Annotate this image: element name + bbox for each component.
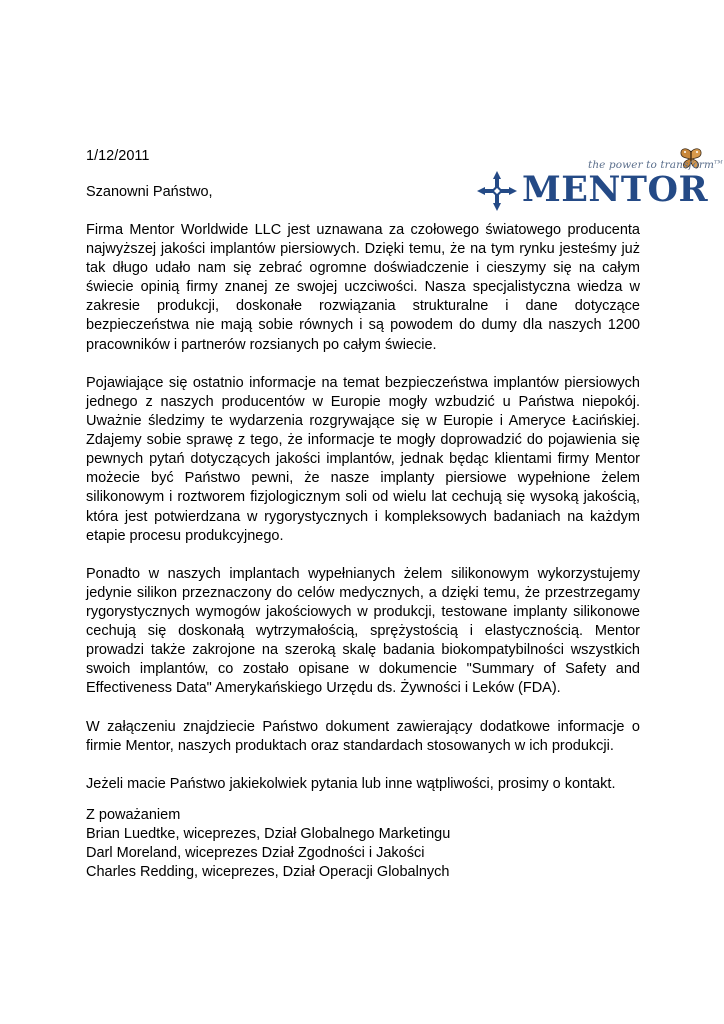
closing-phrase: Z poważaniem (86, 807, 181, 823)
closing-block (86, 806, 450, 882)
letter-date: 1/12/2011 (86, 148, 150, 164)
cross-emblem-icon (476, 170, 518, 212)
paragraph: Ponadto w naszych implantach wypełnianych żelem silikonowym wykorzystujemy jedynie silikon przeznaczony do celów medycznych, a dzięki temu, że przestrzegamy rygorystycznych wymogów jakościowych w produkcji, testowane implanty silikonowe cechują się doskonałą wytrzymałością, sprężystością i elastycznością. Mentor prowadzi także zakrojone na szeroką skalę badania biokompatybilności wszystkich swoich implantów, co zostało opisane w dokumencie "Summary of Safety and Effectiveness Data" Amerykańskiego Urzędu ds. Żywności i Leków (FDA). (86, 565, 640, 697)
logo-wordmark: MENTOR (522, 169, 709, 210)
signatory: Darl Moreland, wiceprezes Dział Zgodności i Jakości (86, 845, 425, 862)
signatory: Charles Redding, wiceprezes, Dział Operacji Globalnych (86, 864, 450, 881)
mentor-logo (470, 146, 723, 212)
logo-tagline: the power to transform™ (588, 159, 723, 171)
paragraph: W załączeniu znajdziecie Państwo dokument zawierający dodatkowe informacje o firmie Mentor, naszych produktach oraz standardach stosowanych w ich produkcji. (86, 718, 640, 754)
letter-body (86, 221, 640, 813)
salutation: Szanowni Państwo, (86, 184, 213, 200)
signatory: Brian Luedtke, wiceprezes, Dział Globalnego Marketingu (86, 826, 451, 843)
paragraph: Jeżeli macie Państwo jakiekolwiek pytania lub inne wątpliwości, prosimy o kontakt. (86, 776, 616, 793)
paragraph: Firma Mentor Worldwide LLC jest uznawana za czołowego światowego producenta najwyższej jakości implantów piersiowych. Dzięki temu, że na tym rynku jesteśmy już tak długo udało nam się zebrać ogromne doświadczenie i cieszymy się na całym świecie opinią firmy znanej ze swojej uczciwości. Nasza specjalistyczna wiedza w zakresie produkcji, doskonałe rozwiązania strukturalne i dane dotyczące bezpieczeństwa nie mają sobie równych i są powodem do dumy dla naszych 1200 pracowników i partnerów rozsianych po całym świecie. (86, 222, 640, 353)
paragraph: Pojawiające się ostatnio informacje na temat bezpieczeństwa implantów piersiowych jednego z naszych producentów w Europie mogły wzbudzić u Państwa niepokój. Uważnie śledzimy te wydarzenia rozgrywające się w Europie i Ameryce Łacińskiej. Zdajemy sobie sprawę z tego, że informacje te mogły doprowadzić do pojawienia się pewnych pytań dotyczących jakości implantów, jednak będąc klientami firmy Mentor możecie być Państwo pewni, że nasze implanty piersiowe wypełnione żelem silikonowym i roztworem fizjologicznym soli od wielu lat cechują się wysoką jakością, która jest potwierdzana w rygorystycznych i kompleksowych badaniach na każdym etapie procesu produkcyjnego. (86, 374, 640, 544)
